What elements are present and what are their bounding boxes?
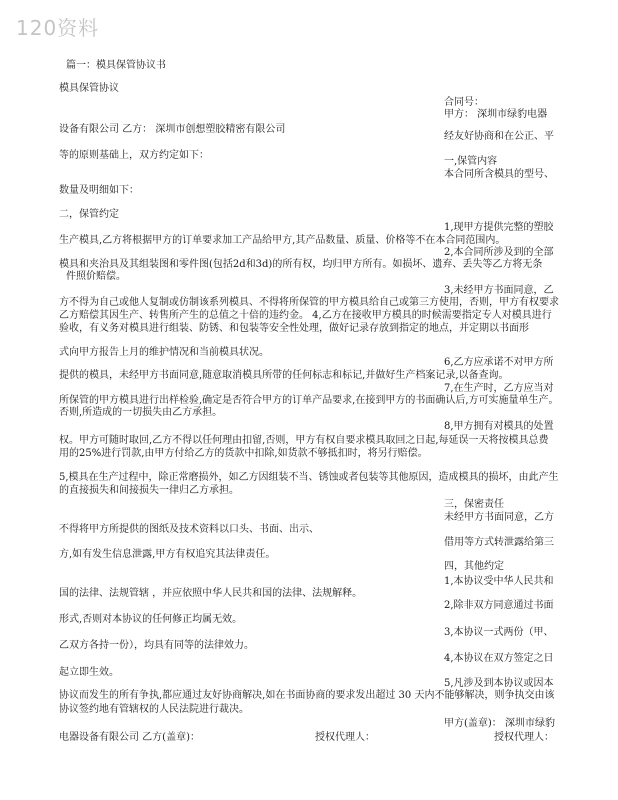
- clause-5-b: 的直接损失和间接损失一律归乙方承担。: [59, 485, 239, 496]
- clause-8-a: 8,甲方拥有对模具的处置: [444, 421, 554, 432]
- other-2-a: 2,除非双方同意通过书面: [444, 600, 554, 611]
- section-3-a: 未经甲方书面同意，乙方: [444, 512, 554, 523]
- clause-7-c: 否则,所造成的一切损失由乙方承担。: [59, 407, 223, 418]
- section-1-title: 一,保管内容: [444, 156, 498, 167]
- clause-8-b: 权。甲方可随时取回,乙方不得以任何理由扣留,否则，甲方有权自要求模具取回之日起,每延误一天将按模具总费: [59, 435, 549, 446]
- signature-party-a: 甲方(盖章)： 深圳市绿豹: [444, 718, 555, 729]
- section-1-text: 本合同所含模具的型号、: [444, 169, 554, 180]
- watermark: 120资料: [16, 16, 100, 40]
- party-a: 甲方： 深圳市绿豹电器: [444, 109, 548, 120]
- section-4-title: 四，其他约定: [444, 561, 504, 572]
- clause-3-d: 验收，有义务对模具进行组装、防锈、和包装等安全性处理，做好记录存放到指定的地点，并定期以书面形: [59, 323, 529, 334]
- section-3-d: 方,如有发生信息泄露,甲方有权追究其法律责任。: [59, 549, 276, 560]
- section-3-b: 不得将甲方所提供的图纸及技术资料以口头、书面、出示、: [59, 524, 319, 535]
- clause-1-b: 生产模具,乙方将根据甲方的订单要求加工产品给甲方,其产品数量、质量、价格等不在本合同范围内。: [59, 235, 506, 246]
- clause-6-a: 6,乙方应承诺不对甲方所: [444, 357, 554, 368]
- clause-2-c: 件照价赔偿。: [66, 271, 126, 282]
- clause-6-b: 提供的模具，未经甲方书面同意,随意取消模具所带的任何标志和标记,并做好生产档案记录,以备查询。: [59, 370, 509, 381]
- other-1-a: 1,本协议受中华人民共和: [444, 576, 554, 587]
- clause-4-e: 式向甲方报告上月的维护情况和当前模具状况。: [59, 347, 269, 358]
- section-2-title: 二，保管约定: [59, 209, 119, 220]
- page-title: 篇一：模具保管协议书: [66, 60, 166, 71]
- other-2-b: 形式,否则对本协议的任何修正均属无效。: [59, 614, 243, 625]
- principle-line: 等的原则基础上，双方约定如下：: [59, 150, 209, 161]
- other-5-c: 协议签约地有管辖权的人民法院进行裁决。: [59, 704, 249, 715]
- section-3-title: 三，保密责任: [444, 499, 504, 510]
- clause-7-b: 所保管的甲方模具进行出样检验,确定是否符合甲方的订单产品要求,在接到甲方的书面确认后,方可实施量单生产。: [59, 395, 559, 406]
- clause-7-a: 7,在生产时，乙方应当对: [444, 383, 554, 394]
- other-3-b: 乙双方各持一份），均具有同等的法律效力。: [59, 640, 254, 651]
- clause-3-c: 乙方赔偿其因生产、转售所产生的总值之十倍的违约金。 4,乙方在接收甲方模具的时候需要指定专人对模具进行: [59, 310, 552, 321]
- section-3-c: 借用等方式转泄露给第三: [444, 537, 554, 548]
- agent-a: 授权代理人：: [315, 732, 375, 743]
- other-5-b: 协议而发生的所有争执,都应通过友好协商解决,如在书面协商的要求发出超过 30 天内不能够解决，则争执交由该: [59, 690, 555, 701]
- clause-2-b: 模具和夹治具及其组装图和零件图(包括2d和3d)的所有权，均归甲方所有。如损坏、遗弃、丢失等乙方将无条: [59, 259, 543, 270]
- other-4-a: 4,本协议在双方签定之日: [444, 653, 554, 664]
- other-1-b: 国的法律、法规管辖 ，并应依照中华人民共和国的法律、法规解释。: [59, 588, 363, 599]
- other-5-a: 5,凡涉及到本协议或因本: [444, 678, 554, 689]
- other-3-a: 3,本协议一式两份（甲、: [444, 627, 554, 638]
- negotiation-line: 经友好协商和在公正、平: [444, 131, 554, 142]
- clause-1-a: 1,现甲方提供完整的塑胶: [444, 222, 554, 233]
- other-4-b: 起立即生效。: [59, 667, 119, 678]
- section-1-cont: 数量及明细如下：: [59, 185, 139, 196]
- clause-2-a: 2,本合同所涉及到的全部: [444, 247, 554, 258]
- clause-5-a: 5,模具在生产过程中，除正常磨损外，如乙方因组装不当、锈蚀或者包装等其他原因，造成模具的损坏，由此产生: [59, 472, 559, 483]
- clause-3-b: 方不得为自己或他人复制或仿制该系列模具、不得将所保管的甲方模具给自己或第三方使用，否则，甲方有权要求: [59, 297, 559, 308]
- agent-b: 授权代理人：: [494, 732, 554, 743]
- party-line: 设备有限公司 乙方： 深圳市创想塑胶精密有限公司: [59, 124, 286, 135]
- clause-3-a: 3,未经甲方书面同意，乙: [444, 285, 554, 296]
- clause-8-c: 用的25%进行罚款,由甲方付给乙方的货款中扣除,如货款不够抵扣时，将另行赔偿。: [59, 448, 428, 459]
- contract-number: 合同号：: [444, 97, 484, 108]
- document-subtitle: 模具保管协议: [59, 83, 119, 94]
- signature-line: 电器设备有限公司 乙方(盖章)：: [59, 732, 200, 743]
